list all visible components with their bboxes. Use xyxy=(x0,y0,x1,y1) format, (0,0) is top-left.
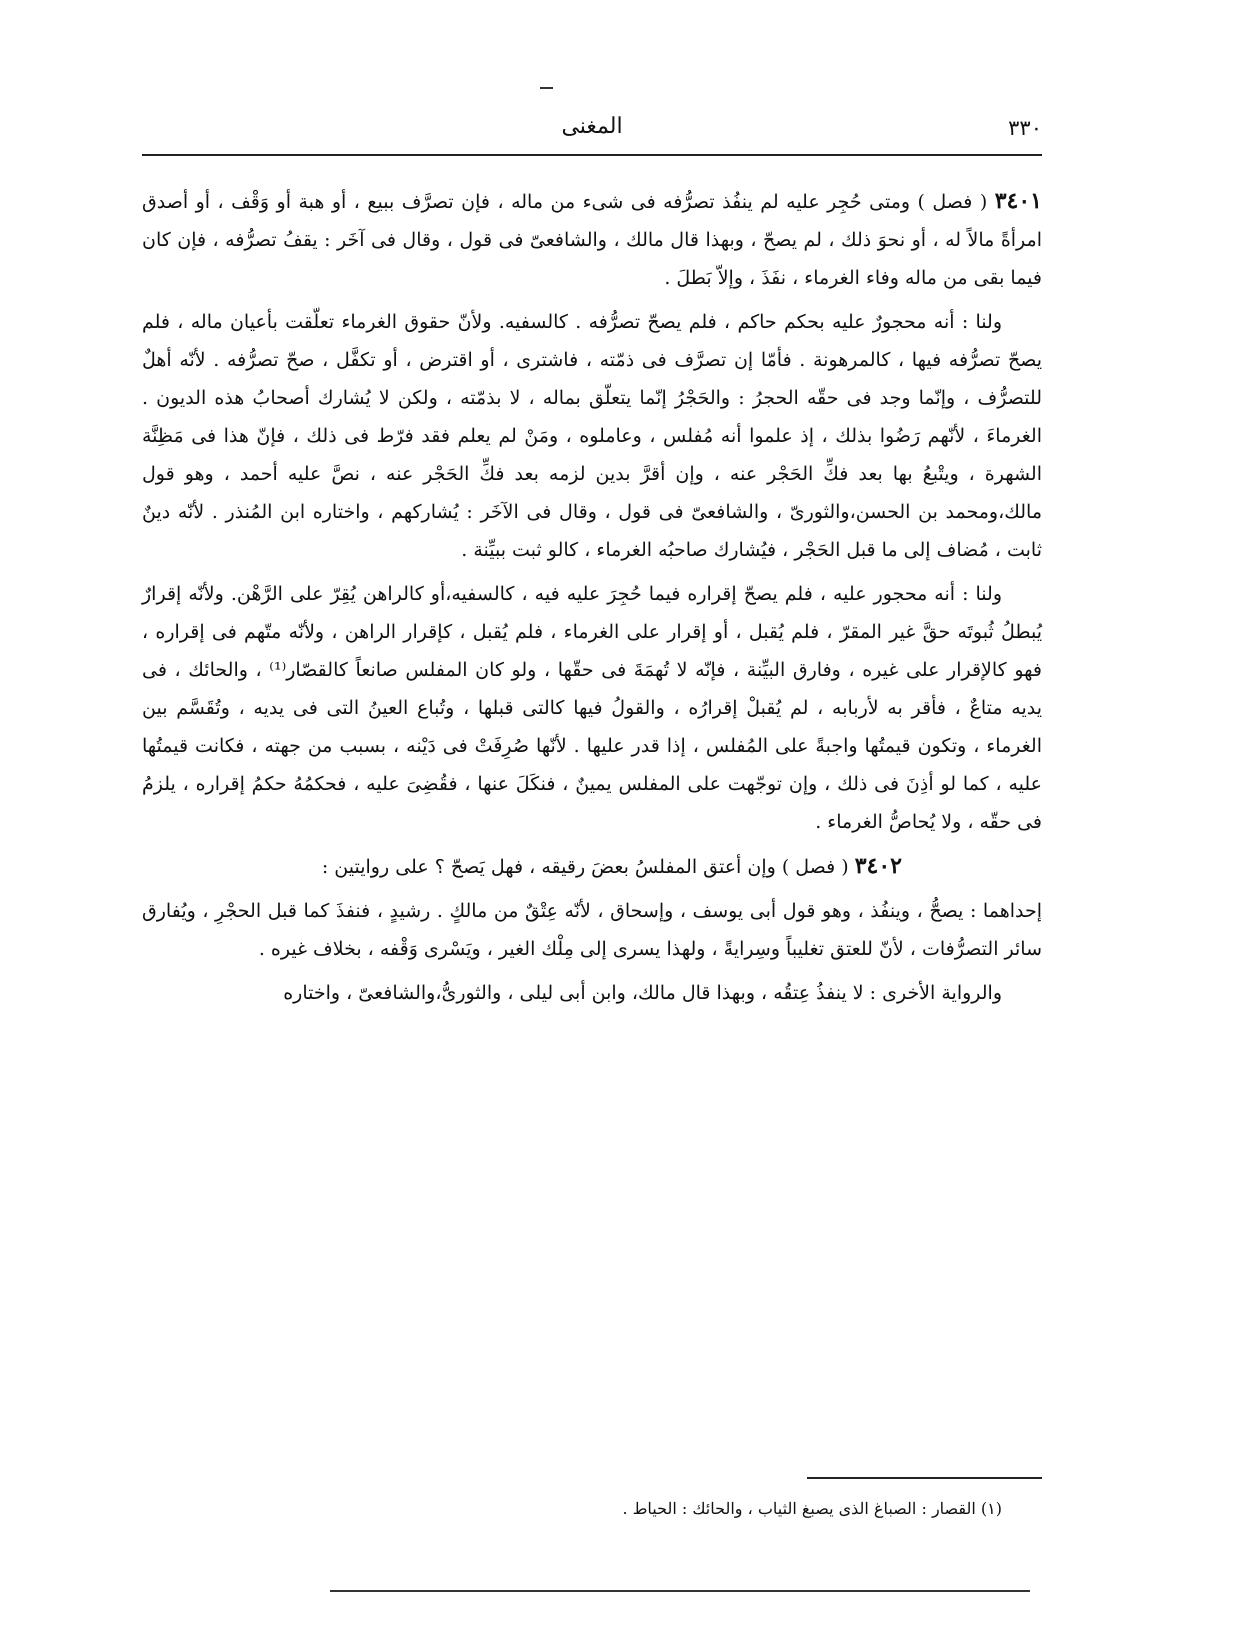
section-3402-para-2: إحداهما : يصحُّ ، وينفُذ ، وهو قول أبى يوسف ، وإسحاق ، لأنّه عِتْقٌ من مالكٍ . رشيدٍ ، فنفذَ كما قبل الحجْرِ ، ويُفارق سائر التصرُّفات ، لأنّ للعتق تغليباً وسِرايةً ، ولهذا يسرى إلى مِلْك الغير ، ويَسْرى وَقْفه ، بخلاف غيره . xyxy=(142,900,1042,960)
paragraph-text: ( فصل ) ومتى حُجِر عليه لم ينفُذ تصرُّفه فى شىء من ماله ، فإن تصرَّف ببيع ، أو هبة أو وَقْف ، أو أصدق امرأةً مالاً له ، أو نحوَ ذلك ، لم يصحّ ، وبهذا قال مالك ، والشافعىّ فى قول ، وقال فى آخَر : يقفُ تصرُّفه ، فإن كان فيما بقى من ماله وفاء الغرماء ، نفَذَ ، وإلاّ بَطلَ . xyxy=(142,191,1042,289)
section-3401-para-2: ولنا : أنه محجورٌ عليه بحكم حاكم ، فلم يصحّ تصرُّفه . كالسفيه. ولأنّ حقوق الغرماء تعلّقت بأعيان ماله ، فلم يصحّ تصرُّفه فيها ، كالمرهونة . فأمّا إن تصرَّف فى ذمّته ، فاشترى ، أو اقترض ، أو تكفَّل ، صحّ تصرُّفه . لأنّه أهلٌ للتصرُّف ، وإنّما وجد فى حقّه الحجرُ : والحَجْرُ إنّما يتعلّق بماله ، لا بذمّته ، ولكن لا يُشارك أصحابُ هذه الديون . الغرماءَ ، لأنّهم رَضُوا بذلك ، إذ علموا أنه مُفلس ، وعاملوه ، ومَنْ لم يعلم فقد فرّط فى ذلك ، فإنّ هذا فى مَظِنَّة الشهرة ، ويتْبعُ بها بعد فكِّ الحَجْر عنه ، وإن أقرَّ بدين لزمه بعد فكِّ الحَجْر عنه ، نصَّ عليه أحمد ، وهو قول مالك،ومحمد بن الحسن،والثورىّ ، والشافعىّ فى قول ، وقال فى الآخَر : يُشاركهم ، واختاره ابن المُنذر . لأنّه دينٌ ثابت ، مُضاف إلى ما قبل الحَجْر ، فيُشارك صاحبُه الغرماء ، كالو ثبت ببيِّنة . xyxy=(142,311,1042,561)
footnote-rule xyxy=(807,1477,1042,1479)
bottom-rule xyxy=(330,1590,1030,1592)
footnote: (١) القصار : الصباغ الذى يصبغ الثياب ، والحائك : الحياط . xyxy=(622,1499,1002,1518)
paragraph-text: ( فصل ) وإن أعتق المفلسُ بعضَ رقيقه ، فهل يَصحّ ؟ على روايتين : xyxy=(321,856,849,878)
section-3401-para-3: ولنا : أنه محجور عليه ، فلم يصحّ إقراره فيما حُجِرَ عليه فيه ، كالسفيه،أو كالراهن يُقِرّ على الرَّهْن. ولأنّه إقرارٌ يُبطلُ ثُبوتَه حقَّ غير المقرّ ، فلم يُقبل ، أو إقرار على الغرماء ، فلم يُقبل ، كإقرار الراهن ، ولأنّه متّهم فى إقراره ، فهو كالإقرار على غيره ، وفارق البيِّنة ، فإنّه لا تُهمَةَ فى حقّها ، ولو كان المفلس صانعاً كالقصّار⁽¹⁾ ، والحائك ، فى يديه متاعٌ ، فأقر به لأربابه ، لم يُقبلْ إقرارُه ، والقولُ فيها كالتى قبلها ، وتُباع العينُ التى فى يديه ، وتُقَسَّم بين الغرماء ، وتكون قيمتُها واجبةً على المُفلس ، إذا قدر عليها . لأنّها صُرِفَتْ فى دَيْنه ، بسبب من جهته ، فكانت قيمتُها عليه ، كما لو أذِنَ فى ذلك ، وإن توجّهت على المفلس يمينٌ ، فنكَلَ عنها ، فقُضِىَ عليه ، فحكمُهُ حكمُ إقراره ، يلزمُ فى حقّه ، ولا يُحاصُّ الغرماء . xyxy=(142,583,1043,833)
page-number: ٣٣٠ xyxy=(1008,116,1042,140)
section-number: ٣٤٠٢ xyxy=(854,853,902,879)
section-3402-para-3: والرواية الأخرى : لا ينفذُ عِتقُه ، وبهذا قال مالك، وابن أبى ليلى ، والثورىُّ،والشافعىّ ، واختاره xyxy=(283,982,1002,1004)
header-rule xyxy=(142,154,1042,156)
section-number: ٣٤٠١ xyxy=(994,188,1042,214)
section-3401-para-1 xyxy=(142,182,1042,297)
main-text xyxy=(142,182,1042,1018)
top-dash-mark xyxy=(540,87,553,89)
section-3402-title xyxy=(142,847,1042,886)
header-title: المغنى xyxy=(561,114,623,139)
running-head xyxy=(142,110,1042,150)
